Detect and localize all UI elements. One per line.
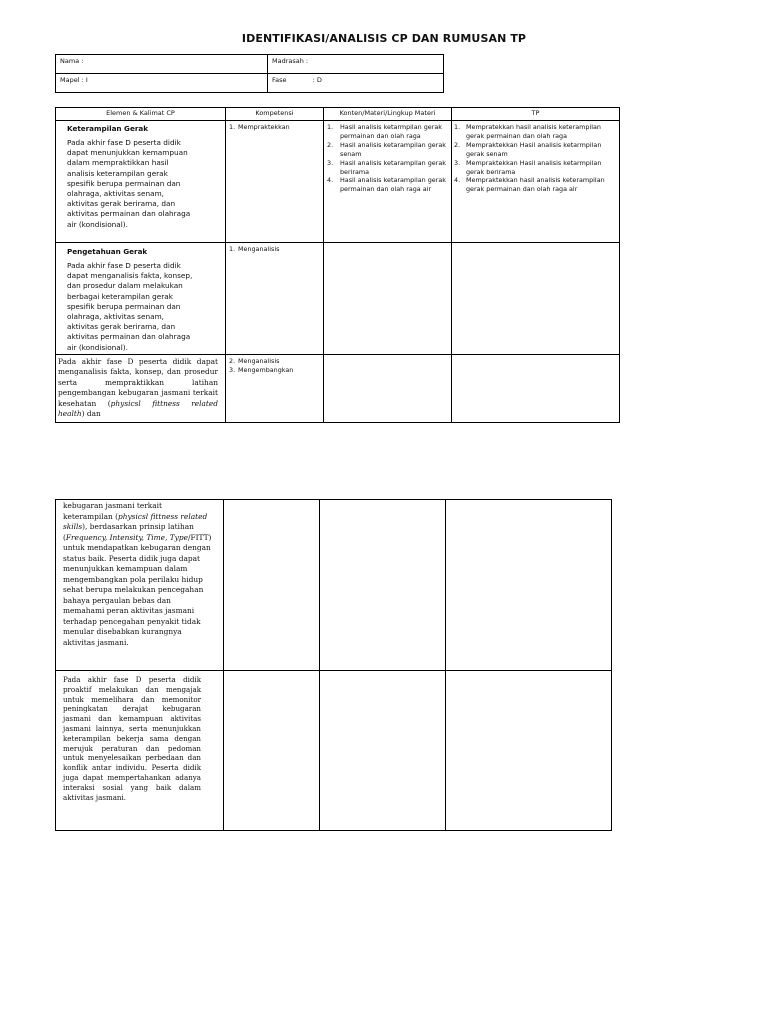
header-kompetensi: Kompetensi xyxy=(226,108,324,121)
table-row xyxy=(56,671,612,831)
header-konten: Konten/Materi/Lingkup Materi xyxy=(324,108,452,121)
list-item: 1. Menganalisis xyxy=(229,245,280,253)
tp-cell xyxy=(446,500,612,671)
madrasah-field: Madrasah : xyxy=(268,55,444,74)
konten-cell xyxy=(320,500,446,671)
list-item: 4. Mempraktekkan hasil analisis keterampilan gerak permainan dan olah raga air xyxy=(454,176,605,194)
tp-cell xyxy=(446,671,612,831)
table-row xyxy=(56,500,612,671)
elemen-text: kebugaran jasmani terkait keterampilan (physicsl fittness related skills), berdasarkan prinsip latihan (Frequency, Intensity, Time, Type/FITT) untuk mendapatkan kebugaran dengan status baik. Peserta didik juga dapat menunjukkan kemampuan dalam mengembangkan pola perilaku hidup sehat berupa melakukan pencegahan bahaya pergaulan bebas dan memahami peran aktivitas jasmani terhadap pencegahan penyakit tidak menular disebabkan kurangnya aktivitas jasmani. xyxy=(63,501,212,647)
konten-cell xyxy=(324,243,452,355)
info-table xyxy=(55,54,444,93)
list-item: 3. Hasil analisis ketarampilan gerak berirama xyxy=(327,158,446,176)
fase-field xyxy=(268,74,444,93)
table-row xyxy=(56,354,620,422)
konten-cell xyxy=(324,121,452,243)
kompetensi-cell xyxy=(226,354,324,422)
list-item: 1. Hasil analisis ketarmpilan gerak permainan dan olah raga xyxy=(327,123,442,140)
elemen-cell xyxy=(56,500,224,671)
document-title: IDENTIFIKASI/ANALISIS CP DAN RUMUSAN TP xyxy=(241,32,527,45)
tp-cell xyxy=(452,354,620,422)
list-item: 1. Mempratekkan hasil analisis keterampilan gerak permainan dan olah raga xyxy=(454,123,601,140)
fase-label: Fase xyxy=(272,76,287,84)
list-item: 1. Mempraktekkan xyxy=(229,123,290,131)
konten-cell xyxy=(324,354,452,422)
elemen-text: Pada akhir fase D peserta didik dapat menganalisis fakta, konsep, dan prosedur dalam melakukan berbagai keterampilan gerak spesifik berupa permainan dan olahraga, aktivitas senam, aktivitas gerak berirama, dan aktivitas permainan dan olahraga air (kondisional). xyxy=(67,261,193,352)
table-row xyxy=(56,243,620,355)
table-header-row xyxy=(56,108,620,121)
elemen-text: Pada akhir fase D peserta didik proaktif melakukan dan mengajak untuk memelihara dan memonitor peningkatan derajat kebugaran jasmani dan kemampuan aktivitas jasmani lainnya, serta menunjukkan keterampilan bekerja sama dengan merujuk peraturan dan pedoman untuk menyelesaikan perbedaan dan konflik antar individu. Peserta didik juga dapat mempertahankan adanya interaksi sosial yang baik dalam aktivitas jasmani. xyxy=(63,675,201,802)
kompetensi-cell xyxy=(226,243,324,355)
list-item: 3. Mengembangkan xyxy=(229,365,294,374)
table-row xyxy=(56,121,620,243)
elemen-cell xyxy=(56,243,226,355)
cp-analysis-table xyxy=(55,107,620,423)
nama-field: Nama : xyxy=(56,55,268,74)
elemen-text: Pada akhir fase D peserta didik dapat menganalisis fakta, konsep, dan prosedur serta mempraktikkan latihan pengembangan kebugaran jasmani terkait kesehatan (physicsl fittness related health) dan xyxy=(58,356,218,419)
fase-value: : D xyxy=(312,76,322,84)
elemen-cell xyxy=(56,671,224,831)
mapel-field: Mapel : I xyxy=(56,74,268,93)
elemen-title: Pengetahuan Gerak xyxy=(67,247,148,256)
tp-cell xyxy=(452,243,620,355)
tp-cell xyxy=(452,121,620,243)
kompetensi-cell xyxy=(224,500,320,671)
list-item: 3. Mempraktekkan Hasil analisis ketarmpilan gerak berirama xyxy=(454,158,602,176)
kompetensi-cell xyxy=(226,121,324,243)
kompetensi-cell xyxy=(224,671,320,831)
elemen-cell xyxy=(56,354,226,422)
konten-cell xyxy=(320,671,446,831)
elemen-text: Pada akhir fase D peserta didik dapat menunjukkan kemampuan dalam mempraktikkan hasil analisis keterampilan gerak spesifik berupa permainan dan olahraga, aktivitas senam, aktivitas gerak berirama, dan aktivitas permainan dan olahraga air (kondisional). xyxy=(67,138,191,229)
list-item: 4. Hasil analisis ketarampilan gerak permainan dan olah raga air xyxy=(327,176,446,194)
header-elemen: Elemen & Kalimat CP xyxy=(56,108,226,121)
header-tp: TP xyxy=(452,108,620,121)
list-item: 2. Mempraktekkan Hasil analisis ketarmpilan gerak senam xyxy=(454,140,602,158)
list-item: 2. Hasil analisis ketarampilan gerak senam xyxy=(327,140,446,158)
cp-analysis-table-continued xyxy=(55,499,612,831)
elemen-title: Keterampilan Gerak xyxy=(67,124,149,133)
elemen-cell xyxy=(56,121,226,243)
list-item: 2. Menganalisis xyxy=(229,356,280,365)
